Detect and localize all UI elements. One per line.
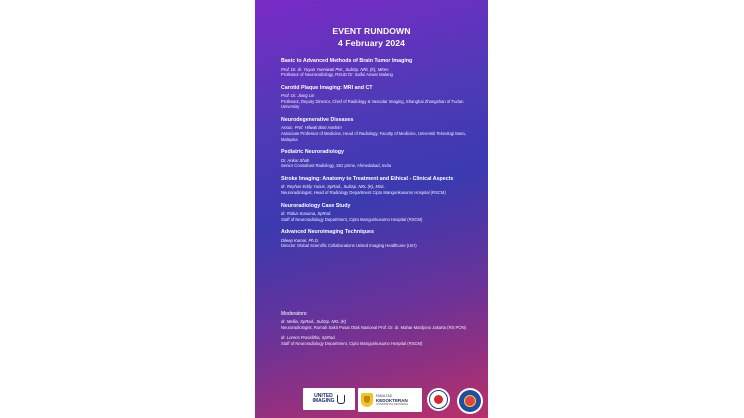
session-affiliation: Director Global Scientific Collaborations United Imaging Healthcare (UIH) [281, 243, 417, 249]
association-emblem-icon [457, 388, 483, 414]
moderators-label: Moderators: [281, 311, 308, 317]
moderator-item [281, 319, 476, 330]
moderator-name: dr. Mellia, SpRad., SubSp. NKL (K) [281, 319, 347, 324]
session-title: Neurodegenerative Diseases [281, 116, 354, 123]
fk-logo-sub: UNIVERSITAS INDONESIA [376, 403, 409, 406]
session-item [281, 85, 476, 110]
poster-header [255, 25, 488, 49]
united-imaging-logo-line1: UNITED [314, 392, 333, 399]
session-affiliation: Neuroradiologist, Head of Radiology Department Cipto Mangunkusumo Hospital (RSCM) [281, 190, 446, 196]
session-speaker: Dileep Kumar, Ph.D. [281, 237, 319, 243]
session-speaker: dr. Ridius Kusuma, SpRad. [281, 211, 332, 217]
university-crest-icon [361, 393, 373, 407]
sponsor-logos [255, 384, 488, 418]
united-imaging-logo-line2: IMAGING [312, 398, 335, 404]
moderator-name: dr. Lorens Prasiditha, SpRad. [281, 335, 336, 341]
session-affiliation: Professor of Neuroradiology, RSUD Dr. Saiful Anwar Malang [281, 72, 393, 78]
session-title: Stroke Imaging: Anatomy to Treatment and Ethical - Clinical Aspects [281, 175, 454, 182]
session-affiliation: Staff of Neuroradiology Department, Cipto Mangunkusumo Hospital (RSCM) [281, 216, 423, 222]
session-item [281, 176, 476, 196]
session-list [281, 58, 476, 256]
united-imaging-mark-icon [337, 395, 345, 404]
session-speaker: Prof. Dr. dr. Yuyun Yueniwati PW., SubSp. NRL (K), MKes [281, 66, 389, 72]
session-item [281, 117, 476, 142]
session-item [281, 229, 476, 249]
poster-title: EVENT RUNDOWN [332, 26, 411, 36]
session-title: Pediatric Neuroradiology [281, 149, 344, 156]
session-affiliation: Professor, Deputy Director, Chief of Radiology & Vascular Imaging, Shanghai Zhongshan of Fudan University [281, 98, 464, 110]
session-speaker: Prof. Dr. Jiang Lin [281, 93, 315, 99]
session-title: Basic to Advanced Methods of Brain Tumor Imaging [281, 58, 413, 64]
united-imaging-logo [303, 388, 355, 410]
session-speaker: dr. Reyhan Eddy Yunus, SpRad., SubSp. NKL (K), MSc. [281, 184, 386, 190]
session-title: Advanced Neuroimaging Techniques [281, 229, 374, 236]
fk-logo-main: KEDOKTERAN [376, 398, 408, 403]
moderator-affiliation: Staff of Neuroradiology Department, Cipto Mangunkusumo Hospital (RSCM) [281, 340, 423, 346]
society-seal-icon [427, 388, 450, 411]
event-poster [255, 0, 488, 418]
session-item [281, 58, 476, 78]
moderator-item [281, 335, 476, 346]
session-title: Carotid Plaque Imaging: MRI and CT [281, 84, 373, 91]
moderator-affiliation: Neuroradiologist, Rumah Sakit Pusat Otak Nasional Prof. Dr. dr. Mahar Mardjono Jakarta (RS PON) [281, 324, 467, 330]
session-affiliation: Senior Consultant Radiology, SIG prime, Ahmedabad, India [281, 163, 392, 169]
session-title: Neuroradiology Case Study [281, 202, 351, 209]
session-item [281, 149, 476, 169]
moderators-section [281, 311, 476, 351]
fk-logo-top: FAKULTAS [376, 394, 392, 398]
poster-date: 4 February 2024 [338, 38, 405, 48]
fk-ui-logo [358, 388, 422, 412]
session-speaker: Dr. Ankur Shah [281, 157, 310, 163]
session-item [281, 203, 476, 223]
session-affiliation: Associate Professor of Medicine, Head of Radiology, Faculty of Medicine, Universiti Teknologi Mara, Malaysia [281, 131, 466, 142]
session-speaker: Assoc. Prof. Hilwati Binti Hashim [281, 125, 342, 131]
